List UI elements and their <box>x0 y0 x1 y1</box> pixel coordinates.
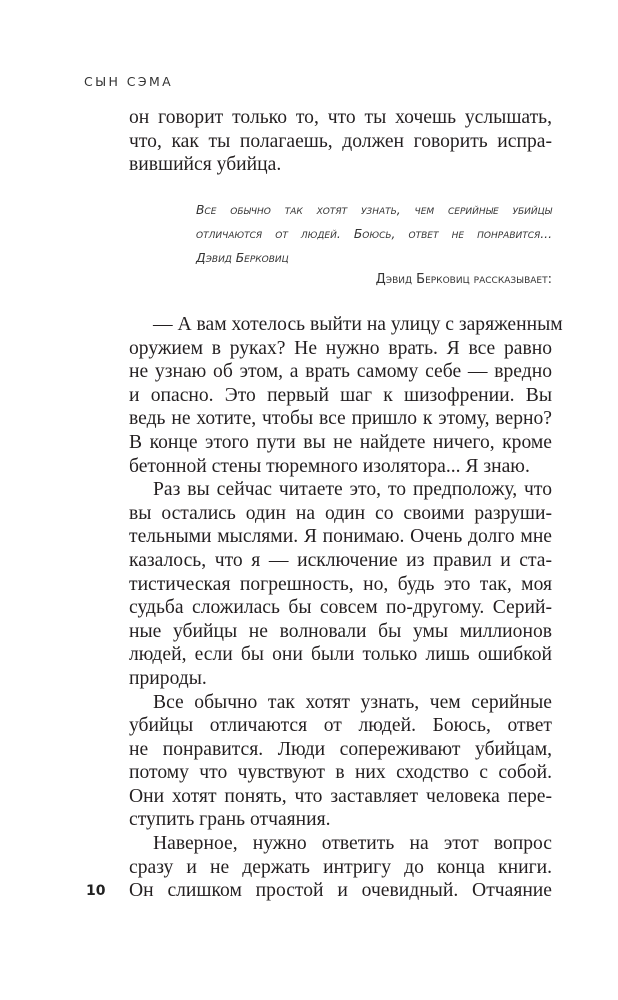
text-line: и опасно. Это первый шаг к шизофрении. Вы <box>129 384 552 406</box>
text-line: сразу и не держать интригу до конца книги. <box>129 856 552 878</box>
text-line: природы. <box>129 667 207 689</box>
page-number: 10 <box>86 883 106 899</box>
text-line: что, как ты полагаешь, должен говорить испра- <box>129 130 552 152</box>
text-line: В конце этого пути вы не найдете ничего, кроме <box>129 431 552 453</box>
text-line: Все обычно так хотят узнать, чем серийные <box>153 691 552 713</box>
intro-paragraph <box>129 106 552 177</box>
text-line: судьба сложилась бы совсем по-другому. Серий- <box>129 597 552 619</box>
attribution-line: Дэвид Берковиц рассказывает: <box>375 272 552 287</box>
text-line: убийцы отличаются от людей. Боюсь, ответ <box>129 715 552 737</box>
text-line: Он слишком простой и очевидный. Отчаяние <box>129 880 552 902</box>
text-line: тельными мыслями. Я понимаю. Очень долго мне <box>129 526 552 548</box>
text-line: вы остались один на один со своими разруши- <box>129 502 552 524</box>
text-line: не понравится. Люди сопереживают убийцам, <box>129 738 552 760</box>
text-line: Раз вы сейчас читаете это, то предположу, что <box>153 479 552 501</box>
text-line: казалось, что я — исключение из правил и ста- <box>129 549 552 571</box>
epigraph-line: Все обычно так хотят узнать, чем серийные убийцы <box>196 203 552 217</box>
text-line: ступить грань отчаяния. <box>129 809 331 831</box>
text-line: тистическая погрешность, но, будь это так, моя <box>129 573 552 595</box>
text-line: людей, если бы они были только лишь ошибкой <box>129 644 552 666</box>
text-line: вившийся убийца. <box>129 154 282 176</box>
text-line: потому что чувствуют в них сходство с собой. <box>129 762 552 784</box>
text-line: Они хотят понять, что заставляет человека пере- <box>129 785 552 807</box>
text-line: ведь не хотите, чтобы все пришло к этому, верно? <box>129 408 552 430</box>
running-head: СЫН СЭМА <box>84 74 174 89</box>
text-line: Наверное, нужно ответить на этот вопрос <box>153 833 552 855</box>
epigraph-line: отличаются от людей. Боюсь, ответ не понравится... <box>196 227 552 241</box>
text-line: ные убийцы не волновали бы умы миллионов <box>129 620 552 642</box>
text-line: не узнаю об этом, а врать самому себе — вредно <box>129 361 552 383</box>
main-text <box>129 313 563 903</box>
text-line: бетонной стены тюремного изолятора... Я знаю. <box>129 455 530 477</box>
text-line: оружием в руках? Не нужно врать. Я все равно <box>129 337 552 359</box>
epigraph-author: Дэвид Берковиц <box>196 251 289 265</box>
text-line: — А вам хотелось выйти на улицу с заряженным <box>153 314 563 335</box>
epigraph <box>196 198 552 270</box>
text-line: он говорит только то, что ты хочешь услышать, <box>129 107 552 128</box>
